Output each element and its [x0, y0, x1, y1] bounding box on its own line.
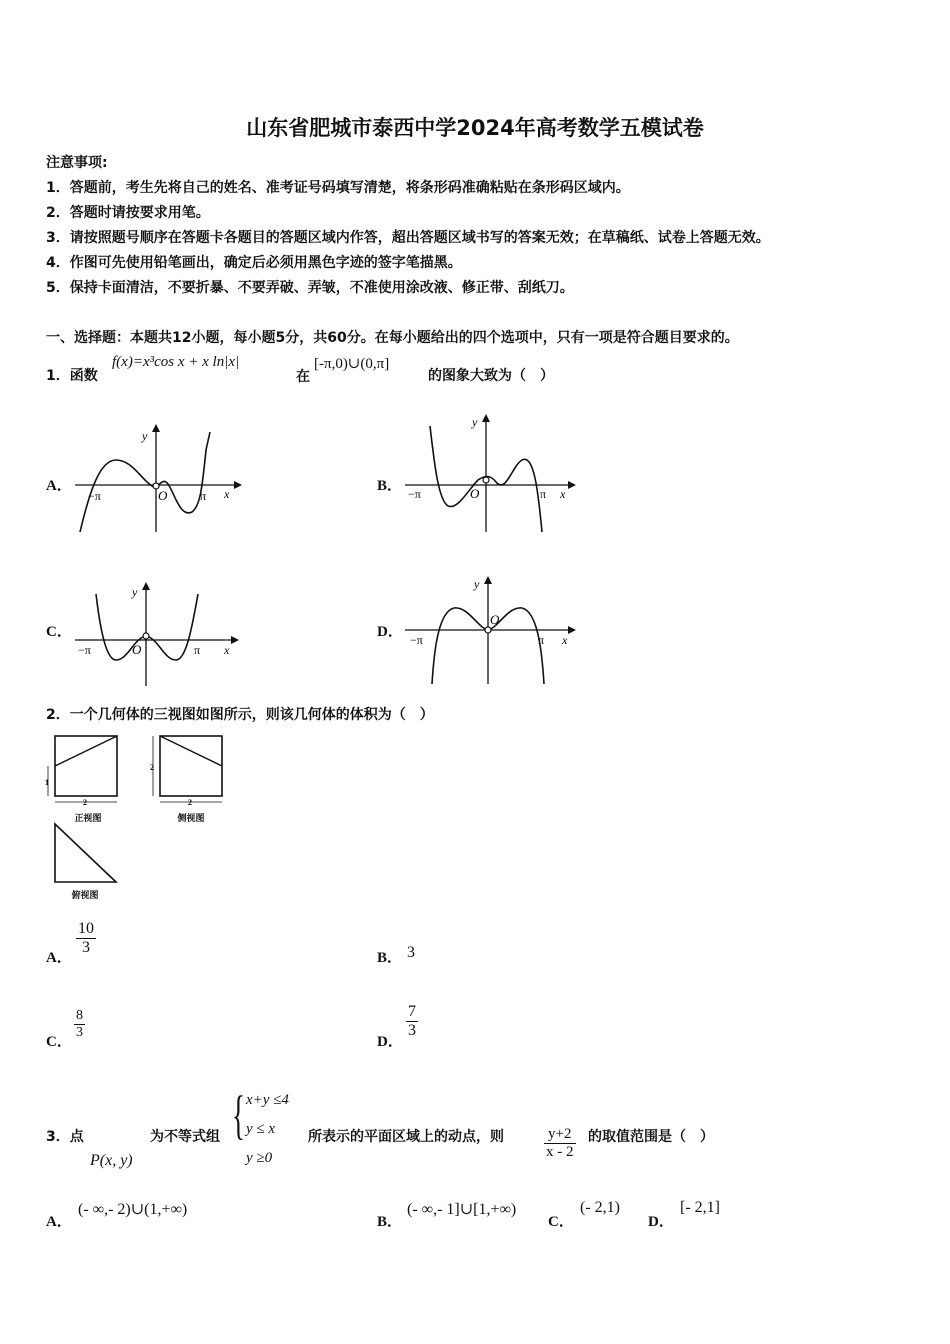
frac-num: 10: [78, 920, 94, 937]
origin-label: O: [490, 612, 500, 627]
front-rect: [55, 736, 117, 796]
notice-heading: 注意事项:: [46, 155, 108, 171]
frac-num: 7: [408, 1003, 416, 1020]
x-axis-arrow-icon: [231, 636, 239, 644]
q1-graph-b: [402, 410, 582, 535]
q1-formula: f(x)=x³cos x + x ln|x|: [112, 354, 240, 370]
q1-graph-c: [72, 578, 247, 688]
y-axis-arrow-icon: [484, 576, 492, 584]
dim-side-bottom: 2: [188, 798, 192, 807]
q2-option-a-label[interactable]: A．: [46, 950, 72, 966]
frac-num: y+2: [548, 1126, 572, 1142]
origin-label: O: [158, 488, 168, 503]
open-point: [143, 633, 149, 639]
notice-item-3: 3．请按照题号顺序在答题卡各题目的答题区域内作答，超出答题区域书写的答案无效；在草稿纸、试卷上答题无效。: [46, 230, 770, 246]
pi-label: π: [540, 487, 547, 501]
dim-front-left: 1: [45, 778, 49, 787]
pi-label: π: [538, 633, 545, 647]
q3-option-a-value[interactable]: (- ∞,- 2)∪(1,+∞): [78, 1201, 188, 1218]
frac-den: 3: [76, 938, 96, 957]
curve: [80, 432, 210, 532]
q1-option-c-label[interactable]: C．: [46, 624, 72, 640]
y-label: y: [472, 415, 478, 429]
notice-item-2: 2．答题时请按要求用笔。: [46, 205, 210, 221]
q1-prefix: 1．函数: [46, 368, 98, 384]
top-view-caption: 俯视图: [71, 891, 99, 901]
q3-option-b-value[interactable]: (- ∞,- 1]∪[1,+∞): [407, 1201, 517, 1218]
q3-suffix: 的取值范围是（ ）: [588, 1129, 714, 1145]
q1-option-b-label[interactable]: B．: [377, 478, 403, 494]
q3-prefix: 3．点: [46, 1129, 84, 1145]
section-heading: 一、选择题：本题共12小题，每小题5分，共60分。在每小题给出的四个选项中，只有一项是符合题目要求的。: [46, 330, 739, 346]
q2-option-d-value[interactable]: [406, 1003, 418, 1040]
pi-label: π: [200, 489, 207, 503]
x-label: x: [560, 487, 566, 501]
frac-den: 3: [76, 1025, 83, 1040]
q3-system-3: y ≥0: [246, 1150, 273, 1166]
origin-label: O: [470, 486, 480, 501]
q1-option-d-label[interactable]: D．: [377, 624, 403, 640]
origin-label: O: [132, 642, 142, 657]
open-point: [485, 627, 491, 633]
curve: [96, 594, 201, 660]
q2-front-view: [40, 730, 130, 810]
q2-option-b-value[interactable]: 3: [407, 944, 415, 961]
neg-pi-label: −π: [410, 633, 423, 647]
x-axis-arrow-icon: [568, 481, 576, 489]
side-view-caption: 侧视图: [177, 814, 205, 824]
q3-mid: 为不等式组: [150, 1129, 220, 1145]
q3-point: P(x, y): [90, 1152, 133, 1169]
front-diagonal: [55, 736, 117, 766]
q1-suffix: 的图象大致为（ ）: [428, 368, 554, 384]
q3-option-a-label[interactable]: A．: [46, 1214, 72, 1230]
q2-option-c-label[interactable]: C．: [46, 1034, 72, 1050]
q3-option-b-label[interactable]: B．: [377, 1214, 403, 1230]
q1-domain: [-π,0)∪(0,π]: [314, 356, 390, 372]
neg-pi-label: −π: [408, 487, 421, 501]
q2-option-a-value[interactable]: [76, 920, 96, 957]
q1-graph-a: [72, 420, 247, 535]
top-triangle: [55, 824, 116, 882]
side-rect: [160, 736, 222, 796]
q3-option-c-value[interactable]: (- 2,1): [580, 1199, 620, 1216]
system-brace: {: [232, 1085, 245, 1145]
neg-pi-label: −π: [88, 489, 101, 503]
open-point: [483, 477, 489, 483]
notice-item-1: 1．答题前，考生先将自己的姓名、准考证号码填写清楚，将条形码准确粘贴在条形码区域内。: [46, 180, 630, 196]
q2-text: 2．一个几何体的三视图如图所示，则该几何体的体积为（ ）: [46, 707, 434, 723]
q2-option-b-label[interactable]: B．: [377, 950, 403, 966]
y-axis-arrow-icon: [142, 582, 150, 590]
q2-side-view: [145, 730, 235, 810]
page-title: 山东省肥城市泰西中学2024年高考数学五模试卷: [246, 116, 704, 140]
q1-graph-d: [402, 572, 582, 687]
q3-system-1: x+y ≤4: [246, 1092, 289, 1108]
y-label: y: [474, 577, 480, 591]
q3-system-2: y ≤ x: [246, 1121, 276, 1137]
dim-side-left: 2: [150, 763, 154, 772]
notice-item-5: 5．保持卡面清洁，不要折暴、不要弄破、弄皱，不准使用涂改液、修正带、刮纸刀。: [46, 280, 574, 296]
q1-mid: 在: [296, 369, 310, 385]
front-view-caption: 正视图: [74, 814, 102, 824]
neg-pi-label: −π: [78, 643, 91, 657]
x-axis-arrow-icon: [568, 626, 576, 634]
x-label: x: [562, 633, 568, 647]
q3-option-d-value[interactable]: [- 2,1]: [680, 1199, 720, 1216]
q2-option-c-value[interactable]: [74, 1008, 85, 1041]
side-diagonal: [160, 736, 222, 766]
frac-den: x - 2: [546, 1144, 574, 1160]
frac-den: 3: [408, 1022, 416, 1039]
y-axis-arrow-icon: [152, 424, 160, 432]
q3-fraction: [544, 1126, 576, 1161]
q3-after: 所表示的平面区域上的动点，则: [308, 1129, 504, 1145]
pi-label: π: [194, 643, 201, 657]
q2-top-view: [50, 820, 122, 886]
q1-option-a-label[interactable]: A．: [46, 478, 72, 494]
x-label: x: [224, 487, 230, 501]
y-label: y: [142, 429, 148, 443]
notice-item-4: 4．作图可先使用铅笔画出，确定后必须用黑色字迹的签字笔描黑。: [46, 255, 462, 271]
x-axis-arrow-icon: [234, 481, 242, 489]
y-label: y: [132, 585, 138, 599]
y-axis-arrow-icon: [482, 414, 490, 422]
frac-num: 8: [76, 1008, 83, 1023]
x-label: x: [224, 643, 230, 657]
q2-option-d-label[interactable]: D．: [377, 1034, 403, 1050]
q3-option-d-label[interactable]: D．: [648, 1214, 674, 1230]
q3-option-c-label[interactable]: C．: [548, 1214, 574, 1230]
dim-front-bottom: 2: [83, 798, 87, 807]
